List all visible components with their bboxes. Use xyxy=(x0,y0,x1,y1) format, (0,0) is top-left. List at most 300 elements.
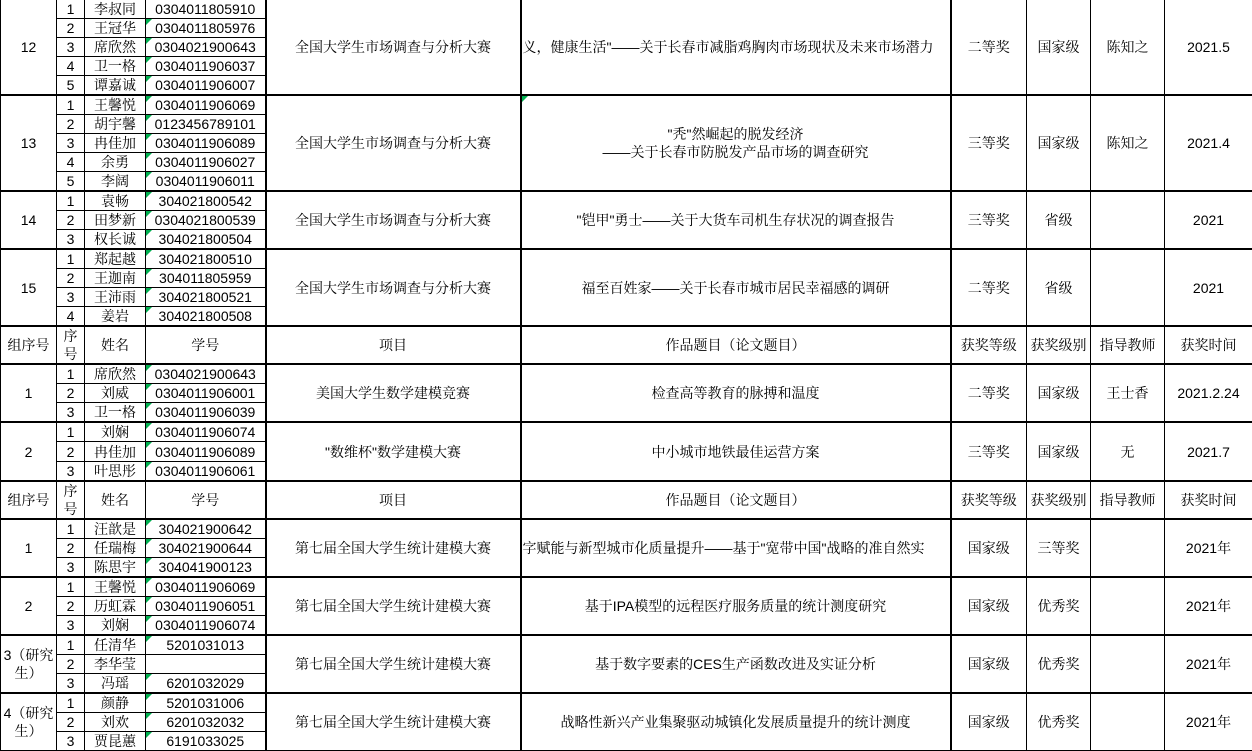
member-name-cell-text: 王馨悦 xyxy=(94,97,136,113)
award-level-cell[interactable] xyxy=(951,422,1027,480)
advisor-cell[interactable] xyxy=(1091,635,1165,693)
title-line: "铠甲"勇士——关于大货车司机生存状况的调查报告 xyxy=(523,211,949,229)
member-no-cell[interactable] xyxy=(57,442,85,461)
header-cell[interactable] xyxy=(266,481,521,519)
title-cell[interactable] xyxy=(521,577,951,635)
header-cell[interactable] xyxy=(1165,326,1252,364)
header-cell[interactable] xyxy=(57,481,85,519)
student-id-cell[interactable] xyxy=(146,712,266,731)
group-no-cell[interactable] xyxy=(1,635,57,693)
student-id-cell[interactable] xyxy=(146,403,266,423)
award-grade-cell[interactable] xyxy=(1027,0,1091,95)
advisor-cell-text: 无 xyxy=(1121,444,1135,460)
member-name-cell-text: 刘娴 xyxy=(101,617,129,633)
member-no-cell[interactable] xyxy=(57,95,85,115)
header-cell[interactable] xyxy=(1165,481,1252,519)
member-no-cell[interactable] xyxy=(57,384,85,403)
advisor-cell[interactable] xyxy=(1091,95,1165,191)
group-no-cell[interactable] xyxy=(1,191,57,249)
award-time-cell[interactable] xyxy=(1165,635,1252,693)
member-name-cell[interactable] xyxy=(85,596,146,615)
member-no-cell-text: 3 xyxy=(67,404,75,420)
student-id-cell-text: 0304011906027 xyxy=(155,154,255,170)
advisor-cell[interactable] xyxy=(1091,693,1165,751)
student-id-cell[interactable] xyxy=(146,19,266,38)
award-level-cell[interactable] xyxy=(951,364,1027,422)
member-name-cell-text: 田梦新 xyxy=(94,212,136,228)
member-no-cell-text: 3 xyxy=(67,231,75,247)
member-no-cell[interactable] xyxy=(57,191,85,211)
member-no-cell-text: 2 xyxy=(67,20,75,36)
group-no-cell-text: 4（研究生） xyxy=(4,705,54,739)
member-no-cell[interactable] xyxy=(57,115,85,134)
header-cell[interactable] xyxy=(521,326,951,364)
member-name-cell-text: 袁畅 xyxy=(101,193,129,209)
project-cell-text: 第七届全国大学生统计建模大赛 xyxy=(295,714,491,730)
member-name-cell-text: 席欣然 xyxy=(94,366,136,382)
award-time-cell[interactable] xyxy=(1165,249,1252,326)
project-cell-text: "数维杯"数学建模大赛 xyxy=(325,444,461,460)
student-id-cell-text: 0304011906074 xyxy=(155,424,255,440)
member-name-cell[interactable] xyxy=(85,712,146,731)
member-name-cell[interactable] xyxy=(85,519,146,539)
member-name-cell[interactable] xyxy=(85,76,146,96)
header-cell[interactable] xyxy=(266,326,521,364)
award-level-cell[interactable] xyxy=(951,0,1027,95)
header-cell-text: 获奖时间 xyxy=(1181,337,1237,353)
header-cell-text: 组序号 xyxy=(8,337,50,353)
award-time-cell[interactable] xyxy=(1165,519,1252,577)
student-id-cell-text: 0304011906061 xyxy=(155,463,255,479)
member-no-cell-text: 1 xyxy=(67,1,75,17)
student-id-cell[interactable] xyxy=(146,115,266,134)
member-name-cell[interactable] xyxy=(85,403,146,423)
advisor-cell[interactable] xyxy=(1091,249,1165,326)
group-no-cell-text: 2 xyxy=(25,444,33,460)
award-time-cell[interactable] xyxy=(1165,577,1252,635)
member-name-cell[interactable] xyxy=(85,19,146,38)
project-cell[interactable] xyxy=(266,95,521,191)
student-id-cell[interactable] xyxy=(146,519,266,539)
award-grade-cell[interactable] xyxy=(1027,364,1091,422)
header-cell[interactable] xyxy=(521,481,951,519)
member-name-cell[interactable] xyxy=(85,57,146,76)
member-name-cell[interactable] xyxy=(85,461,146,481)
member-no-cell-text: 3 xyxy=(67,289,75,305)
member-no-cell-text: 2 xyxy=(67,444,75,460)
group-no-cell[interactable] xyxy=(1,422,57,480)
error-indicator-icon xyxy=(146,423,152,429)
member-no-cell-text: 1 xyxy=(67,193,75,209)
member-no-cell[interactable] xyxy=(57,538,85,557)
header-cell[interactable] xyxy=(1027,326,1091,364)
member-no-cell[interactable] xyxy=(57,712,85,731)
header-cell[interactable] xyxy=(951,481,1027,519)
student-id-cell[interactable] xyxy=(146,615,266,635)
header-cell[interactable] xyxy=(1,326,57,364)
header-cell[interactable] xyxy=(146,481,266,519)
advisor-cell[interactable] xyxy=(1091,191,1165,249)
member-no-cell-text: 3 xyxy=(67,675,75,691)
student-id-cell-text: 304021800521 xyxy=(159,289,252,305)
member-name-cell-text: 李阔 xyxy=(101,173,129,189)
header-cell-text: 指导教师 xyxy=(1100,337,1156,353)
project-cell-text: 美国大学生数学建模竞赛 xyxy=(316,385,470,401)
project-cell[interactable] xyxy=(266,422,521,480)
member-name-cell[interactable] xyxy=(85,288,146,307)
student-id-cell[interactable] xyxy=(146,461,266,481)
member-no-cell[interactable] xyxy=(57,596,85,615)
student-id-cell[interactable] xyxy=(146,76,266,96)
student-id-cell[interactable] xyxy=(146,731,266,750)
member-no-cell-text: 1 xyxy=(67,521,75,537)
header-cell[interactable] xyxy=(57,326,85,364)
award-level-cell[interactable] xyxy=(951,191,1027,249)
member-no-cell[interactable] xyxy=(57,211,85,230)
project-cell[interactable] xyxy=(266,635,521,693)
member-name-cell[interactable] xyxy=(85,364,146,384)
project-cell-text: 全国大学生市场调查与分析大赛 xyxy=(295,212,491,228)
award-level-cell-text: 三等奖 xyxy=(968,212,1010,228)
error-indicator-icon xyxy=(146,384,152,390)
member-name-cell[interactable] xyxy=(85,384,146,403)
award-grade-cell[interactable] xyxy=(1027,191,1091,249)
award-time-cell-text: 2021 xyxy=(1193,212,1224,228)
award-level-cell[interactable] xyxy=(951,249,1027,326)
member-no-cell-text: 1 xyxy=(67,695,75,711)
student-id-cell[interactable] xyxy=(146,422,266,442)
header-cell[interactable] xyxy=(1,481,57,519)
error-indicator-icon xyxy=(146,57,152,63)
student-id-cell[interactable] xyxy=(146,230,266,250)
member-name-cell[interactable] xyxy=(85,557,146,577)
member-name-cell[interactable] xyxy=(85,442,146,461)
student-id-cell[interactable] xyxy=(146,538,266,557)
group-no-cell-text: 1 xyxy=(25,385,33,401)
error-indicator-icon xyxy=(146,153,152,159)
member-no-cell[interactable] xyxy=(57,519,85,539)
member-no-cell[interactable] xyxy=(57,615,85,635)
student-id-cell[interactable] xyxy=(146,577,266,597)
award-grade-cell-text: 省级 xyxy=(1045,212,1073,228)
advisor-cell[interactable] xyxy=(1091,577,1165,635)
award-grade-cell[interactable] xyxy=(1027,635,1091,693)
error-indicator-icon xyxy=(146,442,152,448)
award-time-cell-text: 2021.2.24 xyxy=(1177,385,1239,401)
member-name-cell-text: 权长诚 xyxy=(94,231,136,247)
member-no-cell[interactable] xyxy=(57,461,85,481)
student-id-cell[interactable] xyxy=(146,211,266,230)
advisor-cell[interactable] xyxy=(1091,364,1165,422)
project-cell-text: 全国大学生市场调查与分析大赛 xyxy=(295,280,491,296)
group-no-cell[interactable] xyxy=(1,577,57,635)
student-id-cell[interactable] xyxy=(146,364,266,384)
title-line: "秃"然崛起的脱发经济 xyxy=(523,125,949,143)
member-no-cell-text: 5 xyxy=(67,173,75,189)
award-grade-cell[interactable] xyxy=(1027,693,1091,751)
member-no-cell-text: 1 xyxy=(67,97,75,113)
header-cell[interactable] xyxy=(146,326,266,364)
member-no-cell[interactable] xyxy=(57,57,85,76)
award-time-cell[interactable] xyxy=(1165,422,1252,480)
header-cell[interactable] xyxy=(1027,481,1091,519)
member-name-cell-text: 卫一格 xyxy=(94,404,136,420)
member-no-cell[interactable] xyxy=(57,693,85,713)
title-cell[interactable] xyxy=(521,422,951,480)
header-cell[interactable] xyxy=(1091,326,1165,364)
student-id-cell[interactable] xyxy=(146,249,266,269)
member-name-cell-text: 刘欢 xyxy=(101,714,129,730)
student-id-cell-text: 0304011906039 xyxy=(155,404,255,420)
student-id-cell[interactable] xyxy=(146,673,266,693)
award-level-cell[interactable] xyxy=(951,635,1027,693)
header-cell-text: 姓名 xyxy=(101,337,129,353)
student-id-cell-text: 304021800508 xyxy=(159,308,252,324)
header-cell[interactable] xyxy=(85,481,146,519)
student-id-cell[interactable] xyxy=(146,38,266,57)
member-name-cell[interactable] xyxy=(85,577,146,597)
award-grade-cell-text: 省级 xyxy=(1045,280,1073,296)
member-no-cell[interactable] xyxy=(57,0,85,19)
title-cell[interactable] xyxy=(521,191,951,249)
member-name-cell[interactable] xyxy=(85,95,146,115)
award-grade-cell-text: 三等奖 xyxy=(1038,540,1080,556)
project-cell-text: 第七届全国大学生统计建模大赛 xyxy=(295,540,491,556)
member-no-cell-text: 2 xyxy=(67,116,75,132)
error-indicator-icon xyxy=(146,674,152,680)
award-grade-cell[interactable] xyxy=(1027,249,1091,326)
student-id-cell-text: 0304011906069 xyxy=(155,97,255,113)
project-cell[interactable] xyxy=(266,249,521,326)
member-no-cell[interactable] xyxy=(57,269,85,288)
title-cell[interactable] xyxy=(521,635,951,693)
advisor-cell[interactable] xyxy=(1091,422,1165,480)
header-cell[interactable] xyxy=(85,326,146,364)
project-cell-text: 全国大学生市场调查与分析大赛 xyxy=(295,39,491,55)
student-id-cell[interactable] xyxy=(146,693,266,713)
error-indicator-icon xyxy=(146,732,152,738)
member-name-cell[interactable] xyxy=(85,307,146,327)
member-no-cell-text: 4 xyxy=(67,308,75,324)
member-name-cell[interactable] xyxy=(85,422,146,442)
student-id-cell[interactable] xyxy=(146,191,266,211)
project-cell[interactable] xyxy=(266,693,521,751)
group-no-cell[interactable] xyxy=(1,249,57,326)
group-no-cell[interactable] xyxy=(1,95,57,191)
member-no-cell[interactable] xyxy=(57,230,85,250)
group-no-cell[interactable] xyxy=(1,0,57,95)
member-name-cell[interactable] xyxy=(85,615,146,635)
header-cell-text: 学号 xyxy=(191,492,219,508)
member-name-cell[interactable] xyxy=(85,654,146,673)
project-cell[interactable] xyxy=(266,0,521,95)
member-name-cell[interactable] xyxy=(85,538,146,557)
award-level-cell-text: 国家级 xyxy=(968,540,1010,556)
member-no-cell[interactable] xyxy=(57,577,85,597)
group-no-cell[interactable] xyxy=(1,364,57,422)
member-name-cell[interactable] xyxy=(85,191,146,211)
member-no-cell-text: 2 xyxy=(67,385,75,401)
error-indicator-icon xyxy=(146,307,152,313)
student-id-cell[interactable] xyxy=(146,442,266,461)
member-name-cell[interactable] xyxy=(85,172,146,192)
member-name-cell[interactable] xyxy=(85,731,146,750)
award-grade-cell[interactable] xyxy=(1027,95,1091,191)
award-grade-cell-text: 国家级 xyxy=(1038,444,1080,460)
member-no-cell[interactable] xyxy=(57,134,85,153)
student-id-cell-text: 0304011906037 xyxy=(155,58,255,74)
member-name-cell-text: 王馨悦 xyxy=(94,579,136,595)
error-indicator-icon xyxy=(146,211,152,217)
project-cell[interactable] xyxy=(266,364,521,422)
header-cell-text: 序号 xyxy=(64,328,78,362)
member-no-cell[interactable] xyxy=(57,19,85,38)
award-time-cell[interactable] xyxy=(1165,0,1252,95)
error-indicator-icon xyxy=(146,38,152,44)
group-no-cell-text: 3（研究生） xyxy=(4,647,54,681)
award-time-cell[interactable] xyxy=(1165,364,1252,422)
member-no-cell[interactable] xyxy=(57,153,85,172)
member-no-cell[interactable] xyxy=(57,307,85,327)
member-no-cell[interactable] xyxy=(57,635,85,655)
member-name-cell[interactable] xyxy=(85,0,146,19)
award-grade-cell[interactable] xyxy=(1027,519,1091,577)
error-indicator-icon xyxy=(146,365,152,371)
project-cell-text: 第七届全国大学生统计建模大赛 xyxy=(295,656,491,672)
error-indicator-icon xyxy=(146,250,152,256)
member-no-cell[interactable] xyxy=(57,422,85,442)
title-cell[interactable] xyxy=(521,693,951,751)
member-name-cell[interactable] xyxy=(85,635,146,655)
title-cell[interactable] xyxy=(521,249,951,326)
member-no-cell[interactable] xyxy=(57,76,85,96)
member-no-cell[interactable] xyxy=(57,249,85,269)
error-indicator-icon xyxy=(146,636,152,642)
header-cell-text: 指导教师 xyxy=(1100,492,1156,508)
member-no-cell[interactable] xyxy=(57,288,85,307)
student-id-cell[interactable] xyxy=(146,596,266,615)
award-level-cell-text: 二等奖 xyxy=(968,280,1010,296)
error-indicator-icon xyxy=(146,96,152,102)
student-id-cell-text: 0304011906051 xyxy=(155,598,255,614)
header-cell-text: 获奖时间 xyxy=(1181,492,1237,508)
member-name-cell[interactable] xyxy=(85,249,146,269)
advisor-cell[interactable] xyxy=(1091,0,1165,95)
title-cell[interactable] xyxy=(521,95,951,191)
project-cell[interactable] xyxy=(266,191,521,249)
group-no-cell-text: 13 xyxy=(21,135,37,151)
member-no-cell-text: 5 xyxy=(67,77,75,93)
member-name-cell[interactable] xyxy=(85,673,146,693)
group-no-cell[interactable] xyxy=(1,693,57,751)
member-no-cell[interactable] xyxy=(57,673,85,693)
student-id-cell[interactable] xyxy=(146,307,266,327)
student-id-cell-text: 304021900644 xyxy=(159,540,252,556)
member-name-cell[interactable] xyxy=(85,115,146,134)
award-time-cell[interactable] xyxy=(1165,693,1252,751)
header-cell[interactable] xyxy=(1091,481,1165,519)
error-indicator-icon xyxy=(146,558,152,564)
member-name-cell[interactable] xyxy=(85,134,146,153)
student-id-cell[interactable] xyxy=(146,288,266,307)
student-id-cell-text: 304011805959 xyxy=(159,270,251,286)
member-no-cell[interactable] xyxy=(57,731,85,750)
member-name-cell[interactable] xyxy=(85,153,146,172)
member-no-cell[interactable] xyxy=(57,654,85,673)
project-cell[interactable] xyxy=(266,519,521,577)
award-level-cell[interactable] xyxy=(951,693,1027,751)
member-name-cell[interactable] xyxy=(85,230,146,250)
student-id-cell[interactable] xyxy=(146,635,266,655)
title-cell[interactable] xyxy=(521,0,951,95)
award-time-cell-text: 2021.7 xyxy=(1187,444,1230,460)
award-time-cell[interactable] xyxy=(1165,95,1252,191)
student-id-cell[interactable] xyxy=(146,95,266,115)
award-time-cell-text: 2021.5 xyxy=(1187,39,1230,55)
error-indicator-icon xyxy=(146,597,152,603)
student-id-cell-text: 304021800504 xyxy=(159,231,252,247)
member-no-cell[interactable] xyxy=(57,172,85,192)
student-id-cell[interactable] xyxy=(146,654,266,673)
member-name-cell[interactable] xyxy=(85,693,146,713)
group-no-cell[interactable] xyxy=(1,519,57,577)
member-no-cell-text: 4 xyxy=(67,154,75,170)
award-time-cell-text: 2021.4 xyxy=(1187,135,1230,151)
advisor-cell[interactable] xyxy=(1091,519,1165,577)
student-id-cell[interactable] xyxy=(146,134,266,153)
member-no-cell[interactable] xyxy=(57,38,85,57)
member-name-cell-text: 颜静 xyxy=(101,695,129,711)
error-indicator-icon xyxy=(522,96,528,102)
award-level-cell[interactable] xyxy=(951,577,1027,635)
title-cell[interactable] xyxy=(521,364,951,422)
member-no-cell[interactable] xyxy=(57,557,85,577)
header-cell-text: 项目 xyxy=(379,492,407,508)
student-id-cell[interactable] xyxy=(146,0,266,19)
project-cell[interactable] xyxy=(266,577,521,635)
student-id-cell[interactable] xyxy=(146,57,266,76)
award-level-cell[interactable] xyxy=(951,95,1027,191)
student-id-cell[interactable] xyxy=(146,172,266,192)
member-name-cell-text: 冉佳加 xyxy=(94,444,136,460)
header-cell[interactable] xyxy=(951,326,1027,364)
award-time-cell-text: 2021 xyxy=(1193,280,1224,296)
title-cell[interactable] xyxy=(521,519,951,577)
award-grade-cell[interactable] xyxy=(1027,422,1091,480)
student-id-cell[interactable] xyxy=(146,269,266,288)
member-no-cell-text: 3 xyxy=(67,135,75,151)
member-no-cell[interactable] xyxy=(57,403,85,423)
group-no-cell-text: 14 xyxy=(21,212,37,228)
award-level-cell[interactable] xyxy=(951,519,1027,577)
member-no-cell[interactable] xyxy=(57,364,85,384)
member-name-cell[interactable] xyxy=(85,38,146,57)
member-no-cell-text: 2 xyxy=(67,598,75,614)
student-id-cell-text: 304041900123 xyxy=(159,559,252,575)
student-id-cell[interactable] xyxy=(146,384,266,403)
student-id-cell[interactable] xyxy=(146,557,266,577)
student-id-cell[interactable] xyxy=(146,153,266,172)
award-time-cell[interactable] xyxy=(1165,191,1252,249)
award-grade-cell[interactable] xyxy=(1027,577,1091,635)
student-id-cell-text: 0304021900643 xyxy=(155,366,256,382)
member-name-cell[interactable] xyxy=(85,211,146,230)
error-indicator-icon xyxy=(146,616,152,622)
error-indicator-icon xyxy=(146,230,152,236)
award-level-cell-text: 二等奖 xyxy=(968,39,1010,55)
award-level-cell-text: 国家级 xyxy=(968,714,1010,730)
member-name-cell[interactable] xyxy=(85,269,146,288)
